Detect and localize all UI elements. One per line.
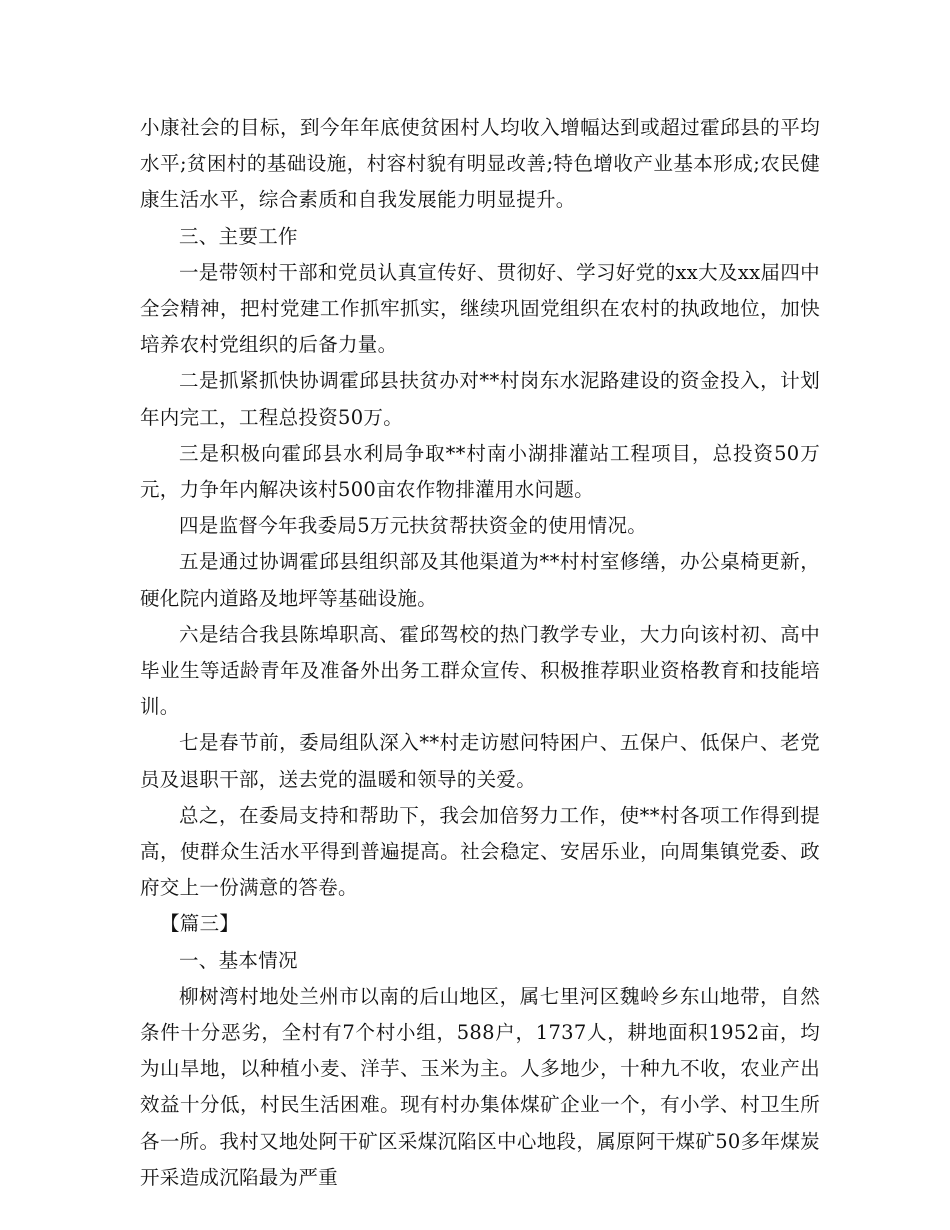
paragraph-item-three: 三是积极向霍邱县水利局争取**村南小湖排灌站工程项目，总投资50万元，力争年内解决该村500亩农作物排灌用水问题。 [140,441,820,502]
paragraph-village-overview: 柳树湾村地处兰州市以南的后山地区，属七里河区魏岭乡东山地带，自然条件十分恶劣，全村有7个村小组，588户，1737人，耕地面积1952亩，均为山旱地，以种植小麦、洋芋、玉米为主。人多地少，十种九不收，农业产出效益十分低，村民生活困难。现有村办集体煤矿企业一个，有小学、村卫生所各一所。我村又地处阿干矿区采煤沉陷区中心地段，属原阿干煤矿50多年煤炭开采造成沉陷最为严重 [140,984,820,1189]
section-heading-main-work: 三、主要工作 [179,224,298,248]
section-heading-part-three: 【篇三】 [160,912,240,936]
paragraph-item-five: 五是通过协调霍邱县组织部及其他渠道为**村村室修缮，办公桌椅更新，硬化院内道路及地坪等基础设施。 [140,550,820,610]
paragraph-item-four: 四是监督今年我委局5万元扶贫帮扶资金的使用情况。 [179,514,648,538]
document-page [140,110,820,1196]
paragraph-xiaokang-goals: 小康社会的目标，到今年年底使贫困村人均收入增幅达到或超过霍邱县的平均水平;贫困村的基础设施，村容村貌有明显改善;特色增收产业基本形成;农民健康生活水平，综合素质和自我发展能力明显提升。 [140,116,820,212]
paragraph-conclusion: 总之，在委局支持和帮助下，我会加倍努力工作，使**村各项工作得到提高，使群众生活水平得到普遍提高。社会稳定、安居乐业，向周集镇党委、政府交上一份满意的答卷。 [140,803,820,900]
paragraph-item-one: 一是带领村干部和党员认真宣传好、贯彻好、学习好党的xx大及xx届四中全会精神，把村党建工作抓牢抓实，继续巩固党组织在农村的执政地位，加快培养农村党组织的后备力量。 [140,260,820,357]
section-heading-basic-situation: 一、基本情况 [179,948,298,972]
paragraph-item-seven: 七是春节前，委局组队深入**村走访慰问特困户、五保户、低保户、老党员及退职干部，送去党的温暖和领导的关爱。 [140,731,820,791]
paragraph-item-two: 二是抓紧抓快协调霍邱县扶贫办对**村岗东水泥路建设的资金投入，计划年内完工，工程总投资50万。 [140,369,820,429]
paragraph-item-six: 六是结合我县陈埠职高、霍邱驾校的热门教学专业，大力向该村初、高中毕业生等适龄青年及准备外出务工群众宣传、积极推荐职业资格教育和技能培训。 [140,622,820,719]
